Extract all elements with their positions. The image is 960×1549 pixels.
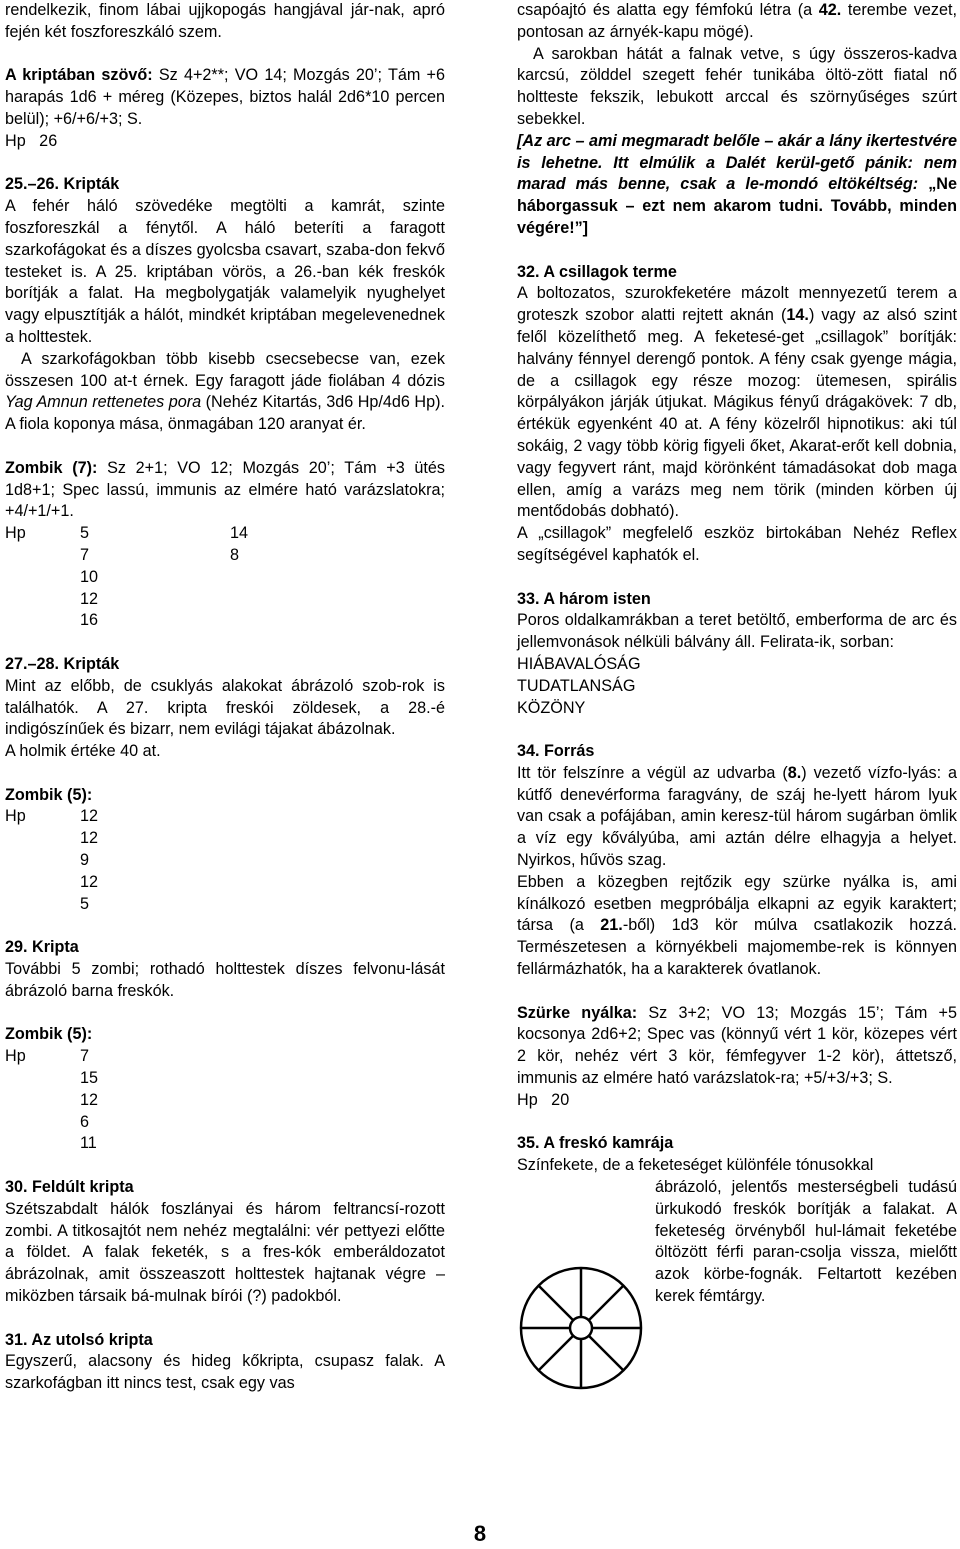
zombie5a-label: Zombik (5): bbox=[5, 785, 93, 804]
heading-25-26: 25.–26. Kripták bbox=[5, 175, 120, 194]
right-column bbox=[517, 0, 957, 1308]
spider-hp: Hp 26 bbox=[5, 131, 58, 150]
zombie5a-hp-table bbox=[5, 806, 445, 915]
para-25-26-b bbox=[5, 349, 445, 436]
heading-30: 30. Feldúlt kripta bbox=[5, 1178, 134, 1197]
heading-33: 33. A három isten bbox=[517, 589, 651, 608]
hp-row: 12 bbox=[80, 872, 99, 891]
zombie7-stats bbox=[5, 458, 445, 523]
spider-label: A kriptában szövő: bbox=[5, 66, 153, 85]
poison-name: Yag Amnun rettenetes pora bbox=[5, 393, 202, 412]
zombie7-hp-table bbox=[5, 523, 445, 632]
heading-27-28: 27.–28. Kripták bbox=[5, 654, 120, 673]
para-34-b: Ebben a közegben rejtőzik egy szürke nyálka is, ami kínálkozó esetben megpróbálja elkapni az egyik karaktert; társa (a 21.-ből) 1d3 kör múlva csatlakozik hozzá. Természetesen a környékbeli majomembe-rek is könnyen fellármázhatók, ha a karakterek óvatlanok. bbox=[517, 872, 957, 979]
heading-32: 32. A csillagok terme bbox=[517, 262, 677, 281]
hp-row: Hp 5 14 bbox=[5, 524, 249, 543]
para-25-26-a: A fehér háló szövedéke megtölti a kamrát, szinte foszforeszkál a fénytől. A háló beteríti a faragott szarkofágokat és a díszes gyolcsba csavart, szaba-don fekvő testeket is. A 25. kriptában vörös, a 26.-ban kék freskók borítják a falat. Ha megbolygatják valamelyik nyughelyet vagy elpusztítják a hálót, mindkét kriptában megelevenednek a holttestek. bbox=[5, 197, 445, 346]
para-25-26-b-end: (Nehéz Kitartás, 3d6 Hp/4d6 Hp). A fiola koponya mása, önmagában 120 aranyat ér. bbox=[5, 393, 446, 434]
hp-row: 9 bbox=[80, 851, 90, 870]
hp-row: 12 bbox=[80, 1090, 99, 1109]
para-27-28: Mint az előbb, de csuklyás alakokat ábrázoló szob-rok is találhatók. A 27. kripta freskói zöldesek, a 28.-é indigószínűek és bizarr, nem evilági tájakat ábázolnak. bbox=[5, 676, 445, 739]
hp-row: 16 bbox=[80, 611, 99, 630]
hp-row: 7 8 bbox=[80, 545, 240, 564]
hp-row: 5 bbox=[80, 894, 90, 913]
hp-row: Hp 7 bbox=[5, 1047, 90, 1066]
heading-31: 31. Az utolsó kripta bbox=[5, 1330, 153, 1349]
page-number: 8 bbox=[473, 1521, 487, 1546]
para-30: Szétszabdalt hálók foszlányai és három feltrancsí-rozott zombi. A titkosajtót nem nehéz megtalálni: vér pettyezi előtte a földet. A falak feketék, s a fres-kók emberáldozatot ábrázolnak, amit összeaszott holttestek hajtanak végre – miközben társaik bá-mulnak bírói (?) padokból. bbox=[5, 1199, 445, 1306]
heading-35: 35. A freskó kamrája bbox=[517, 1134, 674, 1153]
left-intro: rendelkezik, finom lábai ujjkopogás hangjával jár-nak, apró fején két foszforeszkáló szem. bbox=[5, 1, 445, 41]
right-boxed-text bbox=[517, 131, 957, 240]
god-inscription: HIÁBAVALÓSÁG bbox=[517, 654, 641, 673]
para-27-28-b: A holmik értéke 40 at. bbox=[5, 742, 161, 761]
left-column bbox=[5, 0, 445, 1395]
hp-row: 11 bbox=[80, 1134, 97, 1153]
spider-stats-text: Sz 4+2**; VO 14; Mozgás 20’; Tám +6 harapás 1d6 + méreg (Közepes, biztos halál 2d6*10 percen belül); +6/+6/+3; S. bbox=[5, 66, 445, 128]
heading-29: 29. Kripta bbox=[5, 938, 79, 957]
zombie5b-hp-table bbox=[5, 1046, 445, 1155]
para-25-26-b-start: A szarkofágokban több kisebb csecsebecse van, ezek összesen 100 at-t érnek. Egy faragott jáde fiolában 4 dózis bbox=[5, 349, 445, 390]
para-29: További 5 zombi; rothadó holttestek díszes felvonu-lását ábrázoló barna freskók. bbox=[5, 960, 445, 1000]
hp-row: 10 bbox=[80, 567, 99, 586]
spider-stats bbox=[5, 65, 445, 130]
wheel-symbol-icon bbox=[517, 1264, 645, 1392]
heading-34: 34. Forrás bbox=[517, 742, 595, 761]
para-32-a: A boltozatos, szurokfeketére mázolt mennyezetű terem a groteszk szobor alatti rejtett aknán (14.) vagy az alsó szint felől közelíthető meg. A feketesé-get „csillagok” borítják: halvány fénnyel derengő pontok. A fény csak gyenge mágia, de a csillagok egy része mozog: ütemesen, spirális körpályákon járják útjukat. Mágikus fényű drágakövek: 7 db, értékük egyenként 40 at. A fény közelről hipnotikus: aki túl sokáig, 2 vagy több körig figyeli őket, Akarat-erőt kell dobnia, vagy fegyvert ránt, majd körönként támadásokat dob maga ellen, amíg a varázs meg nem törik (minden körben új mentődobás dobható). bbox=[517, 284, 957, 521]
right-corpse-para: A sarokban hátát a falnak vetve, s úgy összeros-kadva karcsú, zölddel szegett fehér tunikába öltö-zött fiatal nő holtteste fekszik, lebukott arccal és szörnyűséges szúrt sebekkel. bbox=[517, 44, 957, 128]
hp-row: 6 bbox=[80, 1112, 90, 1131]
para-35-a: Színfekete, de a feketeséget különféle tónusokkal bbox=[517, 1156, 874, 1175]
zombie5b-label: Zombik (5): bbox=[5, 1025, 93, 1044]
god-inscription: KÖZÖNY bbox=[517, 698, 586, 717]
god-inscription: TUDATLANSÁG bbox=[517, 676, 636, 695]
para-32-b: A „csillagok” megfelelő eszköz birtokában Nehéz Reflex segítségével kaphatók el. bbox=[517, 524, 957, 564]
zombie7-label: Zombik (7): bbox=[5, 458, 98, 477]
grey-ooze-hp: Hp 20 bbox=[517, 1090, 570, 1109]
grey-ooze-label: Szürke nyálka: bbox=[517, 1003, 638, 1022]
grey-ooze-stats: Szürke nyálka: Sz 3+2; VO 13; Mozgás 15’; Tám +5 kocsonya 2d6+2; Spec vas (könnyű vért 1 kör, közepes vért 2 kör, nehéz vért 3 kör, fémfegyver 1-2 kör), áttetsző, immunis az elmére ható varázslatok-ra; +5/+3/+3; S. bbox=[517, 1003, 957, 1088]
para-33: Poros oldalkamrákban a teret betöltő, emberforma de arc és jellemvonások nélküli bálvány áll. Felirata-ik, sorban: bbox=[517, 611, 957, 652]
boxed-italic: [Az arc – ami megmaradt belőle – akár a lány ikertestvére is lehetne. Itt elmúlik a Dalét kerül-gető pánik: nem marad más benne, csak a le-mondó eltökéltség: bbox=[517, 131, 957, 194]
right-intro: csapóajtó és alatta egy fémfokú létra (a 42. terembe vezet, pontosan az árnyék-kapu mögé). bbox=[517, 1, 957, 41]
hp-row: Hp 12 bbox=[5, 807, 99, 826]
hp-row: 12 bbox=[80, 829, 99, 848]
para-31: Egyszerű, alacsony és hideg kőkripta, csupasz falak. A szarkofágban itt nincs test, csak egy vas bbox=[5, 1352, 445, 1393]
hp-row: 12 bbox=[80, 589, 99, 608]
zombie7-stats-text: Sz 2+1; VO 12; Mozgás 20’; Tám +3 ütés 1d8+1; Spec lassú, immunis az elmére ható varázslatokra; +4/+1/+1. bbox=[5, 458, 445, 521]
boxed-normal: „Ne háborgassuk – ezt nem akarom tudni. Tovább, minden végére!”] bbox=[517, 175, 957, 237]
hp-row: 15 bbox=[80, 1069, 99, 1088]
para-34-a: Itt tör felszínre a végül az udvarba (8.) vezető vízfo-lyás: a kútfő denevérforma faragvány, de száj he-lyett három lyuk van csak a pofájában, amin keresz-tül három sugárban ömlik a víz egy kővályúba, ami aztán délre elhagyja a helyet. Nyirkos, hűvös szag. bbox=[517, 763, 957, 870]
para-35-b: ábrázoló, jelentős mesterségbeli tudású ürkukodó freskók borítják a falakat. A feketeség örvényből hul-lámait feketébe öltözött férfi paran-csolja vissza, mielőtt azok körbe-fognák. Feltartott kezében kerek fémtárgy. bbox=[655, 1178, 957, 1306]
